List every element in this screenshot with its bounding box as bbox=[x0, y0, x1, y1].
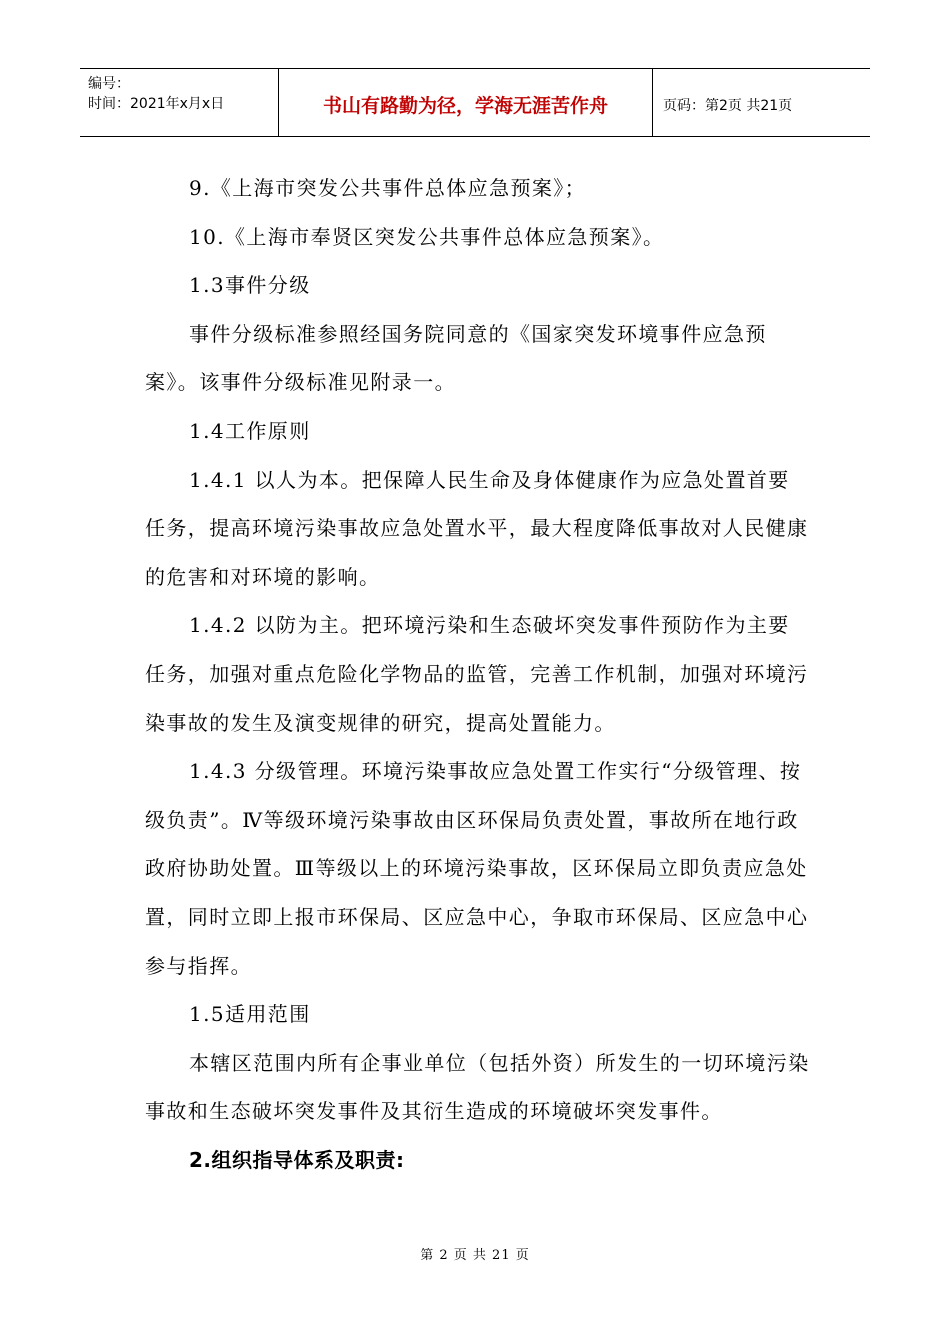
paragraph-1-4-1: 1.4.1 以人为本。把保障人民生命及身体健康作为应急处置首要任务，提高环境污染事故应急处置水平，最大程度降低事故对人民健康的危害和对环境的影响。 bbox=[145, 467, 809, 589]
section-heading-2: 2.组织指导体系及职责: bbox=[189, 1147, 405, 1172]
heading-1-5: 1.5适用范围 bbox=[189, 1002, 311, 1027]
footer-page-number: 第 2 页 共 21 页 bbox=[420, 1248, 530, 1263]
page-info-text: 页码：第2页 共21页 bbox=[663, 97, 793, 114]
page-footer bbox=[0, 1244, 950, 1263]
header-motto bbox=[279, 69, 653, 136]
header-page-info bbox=[653, 69, 870, 136]
motto-text: 书山有路勤为径，学海无涯苦作舟 bbox=[322, 95, 608, 117]
heading-1-3: 1.3事件分级 bbox=[189, 273, 311, 298]
paragraph-reference-9: 9.《上海市突发公共事件总体应急预案》； bbox=[189, 176, 587, 200]
paragraph-scope: 本辖区范围内所有企事业单位（包括外资）所发生的一切环境污染事故和生态破坏突发事件及其衍生造成的环境破坏突发事件。 bbox=[145, 1050, 810, 1124]
document-body bbox=[145, 164, 810, 1184]
paragraph-reference-10: 10.《上海市奉贤区突发公共事件总体应急预案》。 bbox=[189, 224, 665, 249]
document-date: 时间：2021年x月x日 bbox=[88, 96, 225, 112]
paragraph-1-4-3: 1.4.3 分级管理。环境污染事故应急处置工作实行“分级管理、按级负责”。Ⅳ等级环境污染事故由区环保局负责处置，事故所在地行政政府协助处置。Ⅲ等级以上的环境污染事故，区环保局立即负责应急处置，同时立即上报市环保局、区应急中心，争取市环保局、区应急中心参与指挥。 bbox=[145, 759, 809, 978]
page-header bbox=[80, 68, 870, 137]
paragraph-event-grading: 事件分级标准参照经国务院同意的《国家突发环境事件应急预案》。该事件分级标准见附录一。 bbox=[145, 321, 767, 395]
paragraph-1-4-2: 1.4.2 以防为主。把环境污染和生态破坏突发事件预防作为主要任务，加强对重点危险化学物品的监管，完善工作机制，加强对环境污染事故的发生及演变规律的研究，提高处置能力。 bbox=[145, 613, 809, 735]
document-number-label: 编号： bbox=[88, 76, 130, 92]
heading-1-4: 1.4工作原则 bbox=[189, 418, 311, 443]
header-meta bbox=[80, 69, 279, 136]
